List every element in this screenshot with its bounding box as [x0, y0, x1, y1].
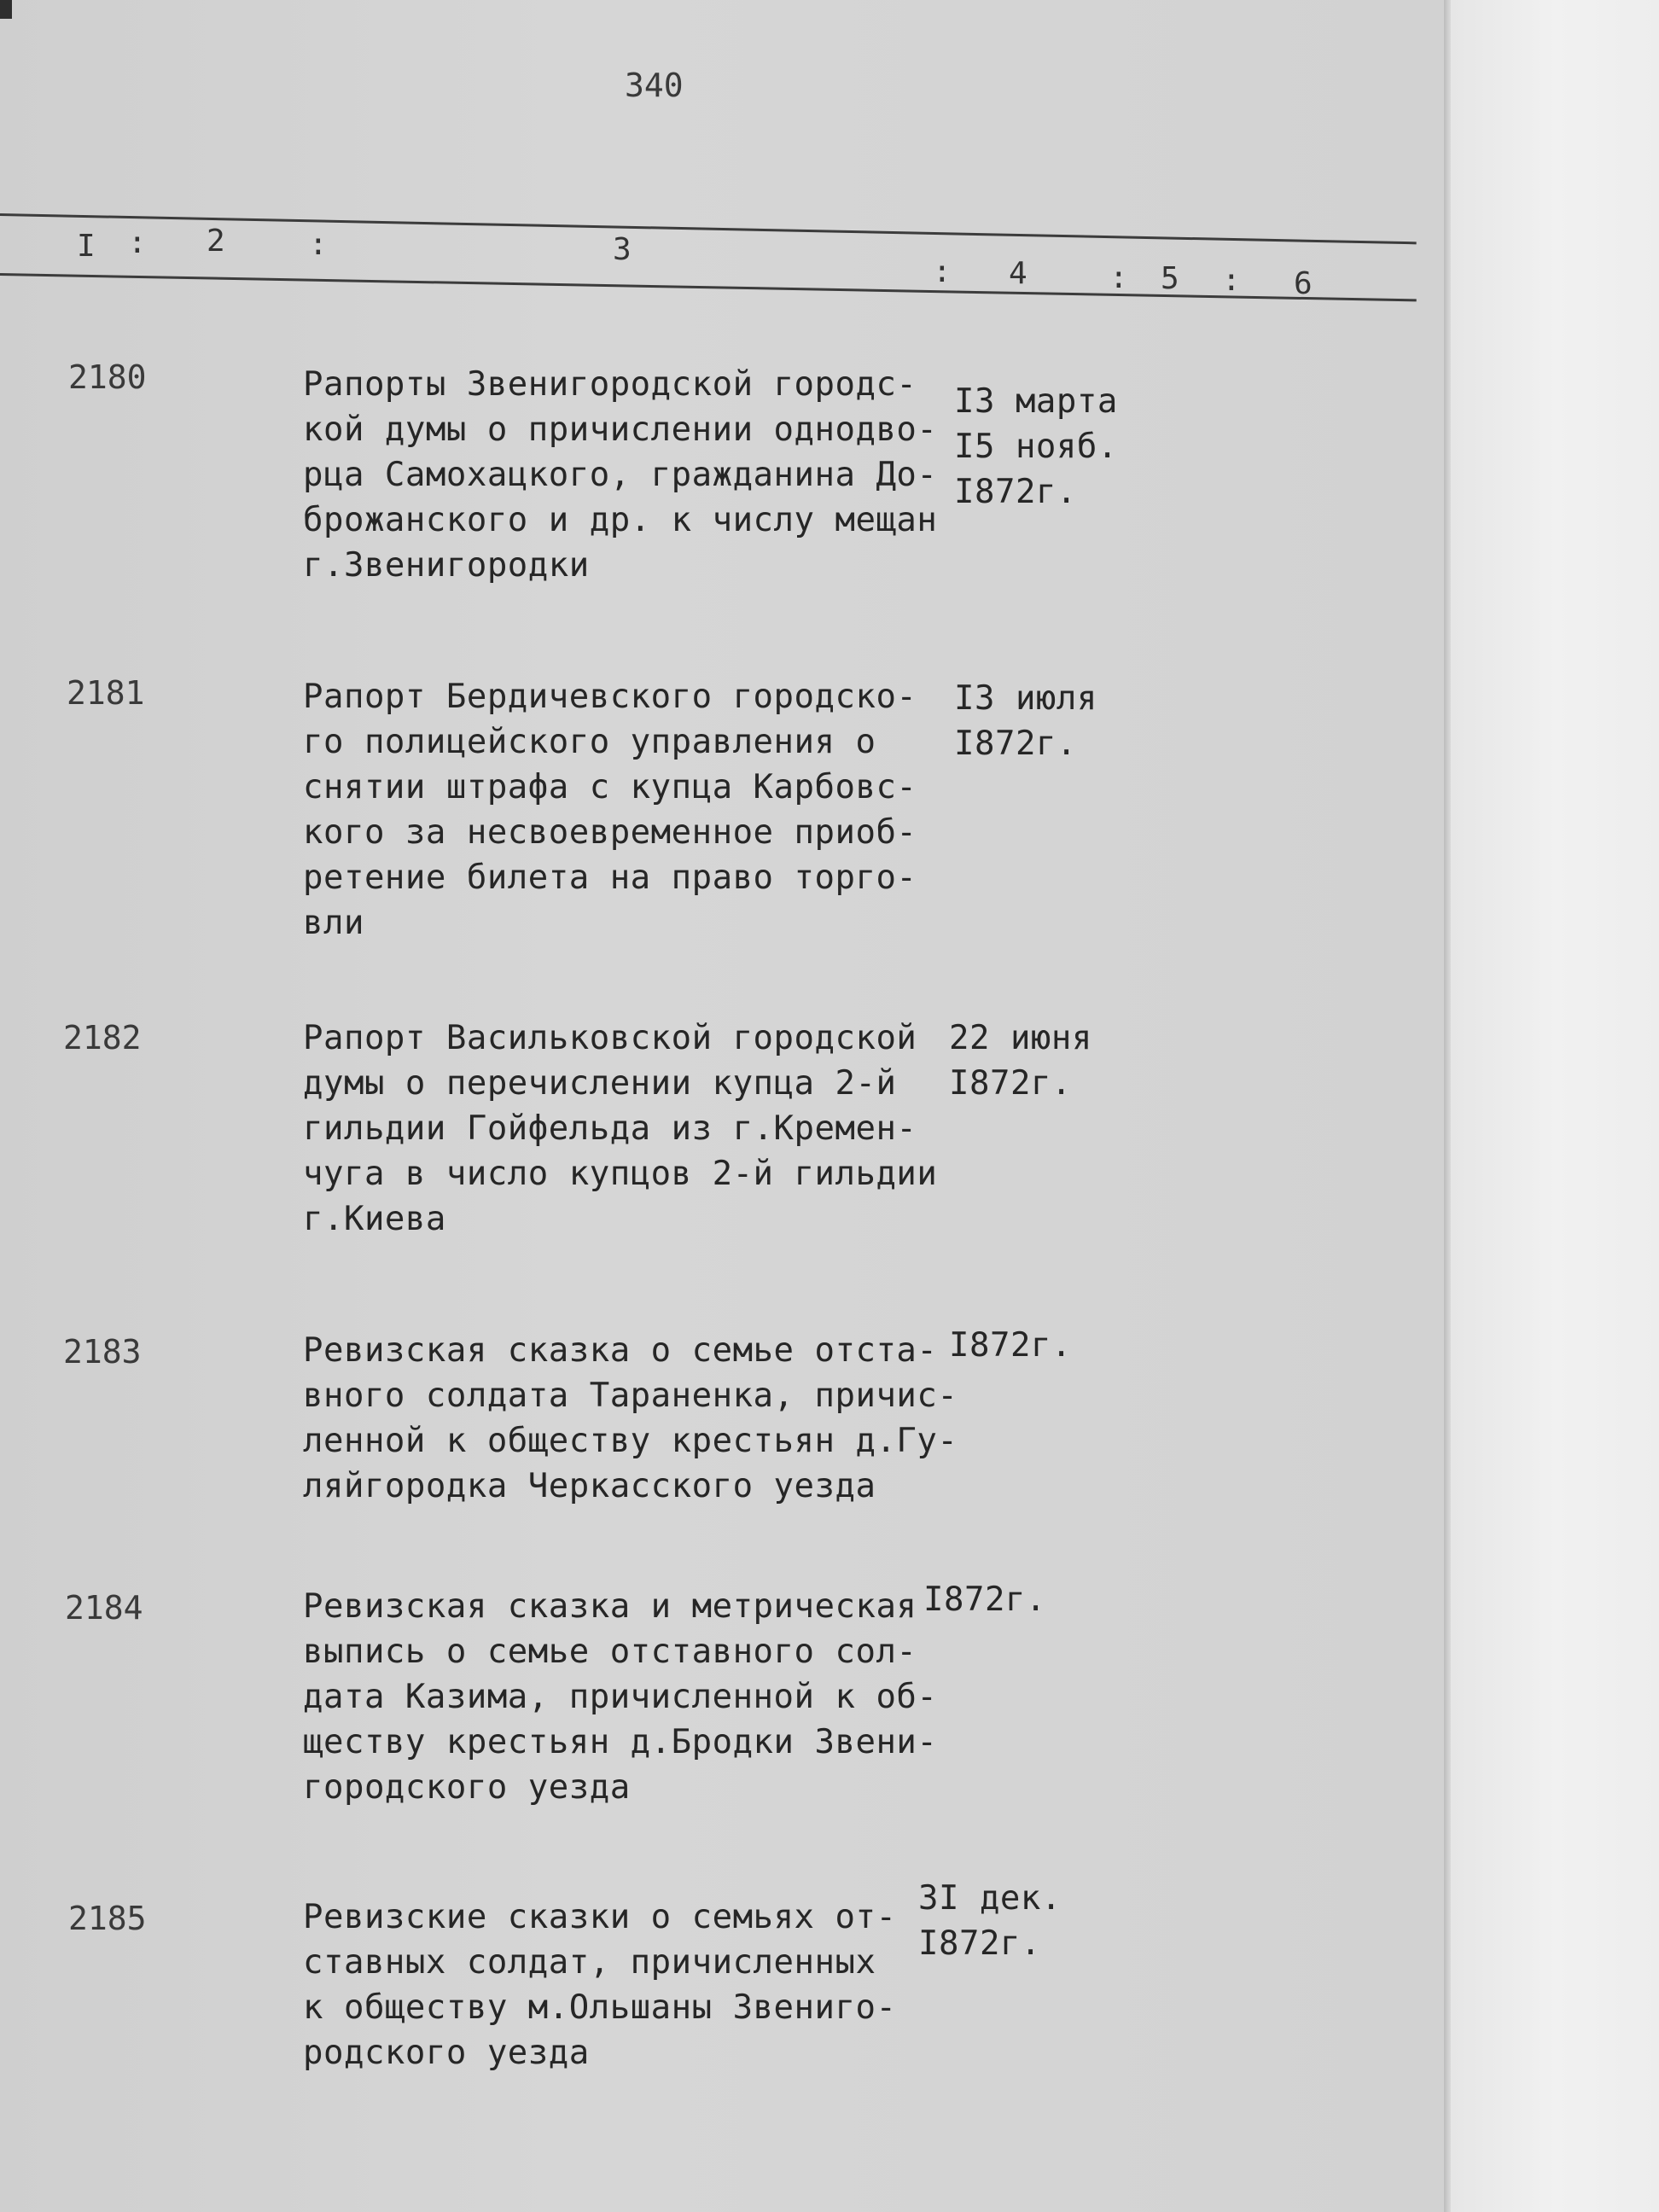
- corner-mark: [0, 0, 12, 19]
- entry-description: [303, 1895, 934, 2075]
- entry-description: [303, 1584, 938, 1810]
- description-line: Ревизская сказка и метрическая: [303, 1587, 917, 1626]
- description-line: снятии штрафа с купца Карбовс-: [303, 768, 917, 806]
- adjacent-page-edge: [1451, 0, 1659, 2212]
- date-line: I872г.: [954, 725, 1077, 763]
- entry-date: [954, 379, 1118, 515]
- entry-date: [918, 1876, 1062, 1966]
- date-line: I872г.: [949, 1326, 1072, 1365]
- description-line: Ревизские сказки о семьях от-: [303, 1898, 897, 1936]
- column-separator: :: [933, 254, 952, 289]
- description-line: городского уезда: [303, 1768, 631, 1807]
- description-line: го полицейского управления о: [303, 723, 876, 761]
- date-line: 22 июня: [949, 1019, 1092, 1057]
- date-line: I5 нояб.: [954, 428, 1118, 466]
- entry-date: [954, 676, 1097, 766]
- description-line: Рапорт Бердичевского городско-: [303, 678, 917, 716]
- column-header-3: 3: [613, 232, 632, 267]
- description-line: вного солдата Тараненка, причис-: [303, 1377, 958, 1415]
- description-line: Рапорты Звенигородской городс-: [303, 365, 917, 404]
- description-line: ретение билета на право торго-: [303, 859, 917, 897]
- description-line: чуга в число купцов 2-й гильдии: [303, 1155, 938, 1193]
- entry-number: 2181: [67, 674, 145, 712]
- description-line: ществу крестьян д.Бродки Звени-: [303, 1723, 938, 1761]
- entry-description: [303, 362, 938, 588]
- date-line: I872г.: [949, 1064, 1072, 1103]
- description-line: ляйгородка Черкасского уезда: [303, 1467, 876, 1505]
- entry-number: 2183: [63, 1333, 142, 1371]
- column-separator: :: [128, 225, 147, 260]
- date-line: I872г.: [954, 473, 1077, 511]
- description-line: выпись о семье отставного сол-: [303, 1633, 917, 1671]
- page-number: 340: [625, 67, 684, 104]
- date-line: I872г.: [923, 1580, 1046, 1619]
- entry-description: [303, 1016, 938, 1242]
- entry-date: [949, 1323, 1072, 1368]
- entry-date: [923, 1577, 1046, 1622]
- description-line: кого за несвоевременное приоб-: [303, 813, 917, 852]
- column-header-2: 2: [207, 224, 225, 259]
- description-line: брожанского и др. к числу мещан: [303, 501, 938, 539]
- entry-date: [949, 1016, 1092, 1106]
- date-line: I3 июля: [954, 679, 1097, 718]
- date-line: I872г.: [918, 1924, 1041, 1963]
- entry-number: 2184: [65, 1589, 143, 1627]
- description-line: кой думы о причислении однодво-: [303, 410, 938, 449]
- description-line: думы о перечислении купца 2-й: [303, 1064, 897, 1103]
- entry-number: 2182: [63, 1019, 142, 1057]
- description-line: гильдии Гойфельда из г.Кремен-: [303, 1109, 917, 1148]
- description-line: ленной к обществу крестьян д.Гу-: [303, 1422, 958, 1460]
- entry-number: 2185: [68, 1900, 147, 1937]
- entry-number: 2180: [68, 358, 147, 396]
- description-line: ставных солдат, причисленных: [303, 1943, 876, 1982]
- description-line: г.Звенигородки: [303, 546, 590, 585]
- description-line: к обществу м.Ольшаны Звениго-: [303, 1988, 897, 2027]
- column-separator: :: [1222, 263, 1241, 298]
- column-separator: :: [1109, 260, 1128, 295]
- column-header-4: 4: [1009, 256, 1027, 291]
- description-line: вли: [303, 904, 364, 942]
- entry-description: [303, 674, 934, 946]
- date-line: 3I дек.: [918, 1879, 1062, 1918]
- description-line: родского уезда: [303, 2034, 590, 2072]
- column-header-1: I: [77, 229, 96, 264]
- date-line: I3 марта: [954, 382, 1118, 421]
- description-line: Рапорт Васильковской городской: [303, 1019, 917, 1057]
- column-header-6: 6: [1294, 266, 1313, 301]
- column-separator: :: [309, 227, 328, 262]
- description-line: Ревизская сказка о семье отста-: [303, 1331, 938, 1370]
- entry-description: [303, 1328, 958, 1509]
- description-line: рца Самохацкого, гражданина До-: [303, 456, 938, 494]
- description-line: дата Казима, причисленной к об-: [303, 1678, 938, 1716]
- column-header-5: 5: [1161, 261, 1179, 296]
- description-line: г.Киева: [303, 1200, 446, 1238]
